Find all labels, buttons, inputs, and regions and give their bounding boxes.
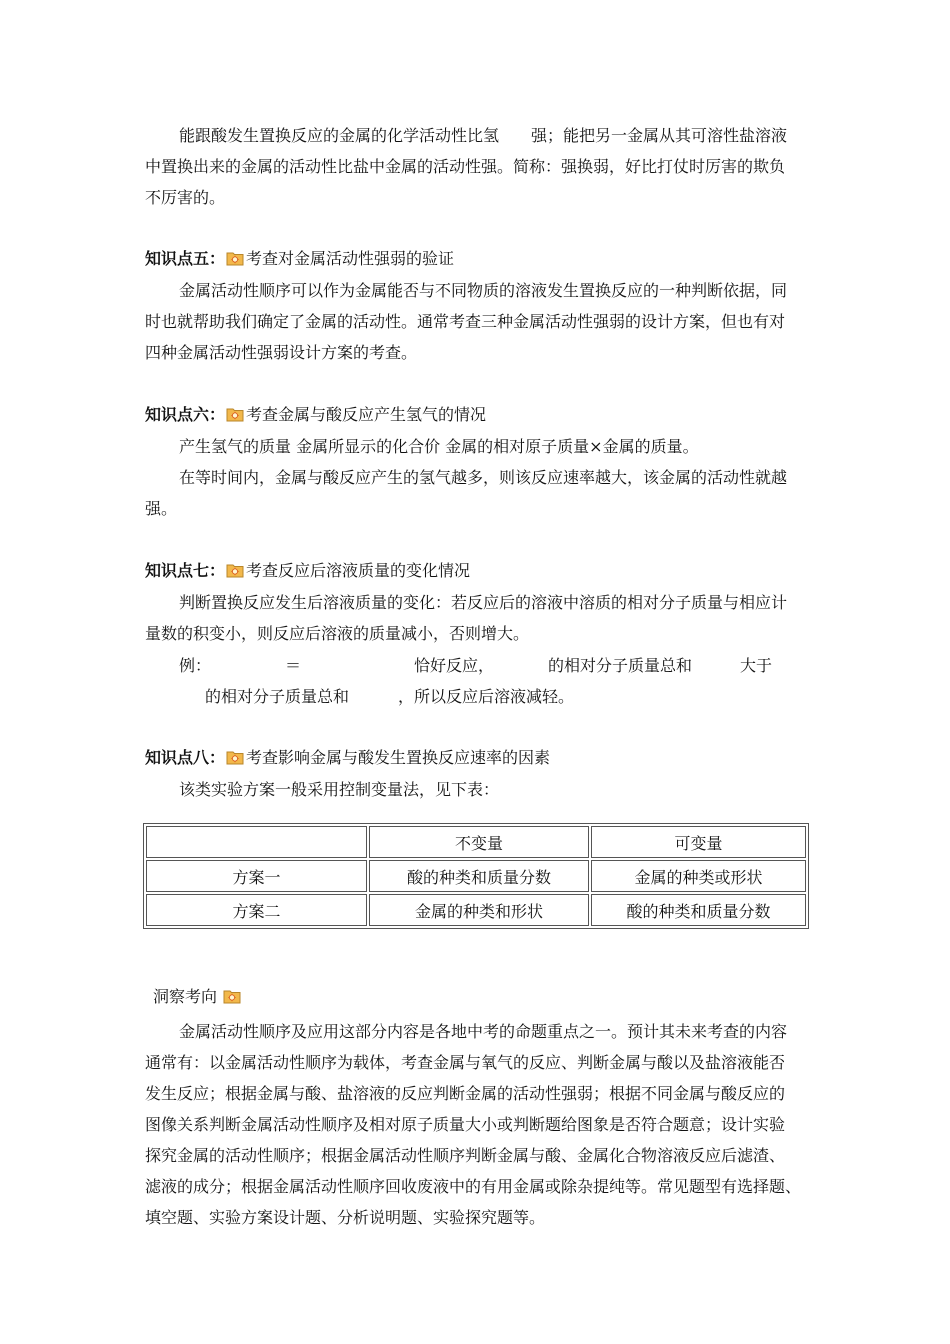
section-label: 知识点五： bbox=[145, 249, 226, 268]
table-cell: 方案二 bbox=[146, 894, 367, 926]
intro-line: 中置换出来的金属的活动性比盐中金属的活动性强。简称：强换弱，好比打仗时厉害的欺负 bbox=[145, 157, 786, 176]
folder-icon bbox=[226, 563, 244, 578]
section-line: 在等时间内，金属与酸反应产生的氢气越多，则该反应速率越大，该金属的活动性就越 bbox=[179, 468, 788, 487]
example-text: ，所以反应后溶液减轻。 bbox=[398, 687, 575, 706]
table-cell bbox=[146, 826, 367, 858]
section-line: 时也就帮助我们确定了金属的活动性。通常考查三种金属活动性强弱的设计方案，但也有对 bbox=[145, 312, 786, 331]
section-line: 强。 bbox=[145, 499, 178, 518]
section-heading bbox=[145, 561, 470, 581]
table-cell: 方案一 bbox=[146, 860, 367, 892]
section-line: 产生氢气的质量 金属所显示的化合价 金属的相对原子质量×金属的质量。 bbox=[179, 437, 699, 456]
example-text: 的相对分子质量总和 bbox=[205, 687, 350, 706]
section-label: 知识点六： bbox=[145, 405, 226, 424]
table-cell: 金属的种类或形状 bbox=[591, 860, 806, 892]
table-row bbox=[146, 894, 806, 926]
section-topic: 考查对金属活动性强弱的验证 bbox=[246, 249, 455, 268]
insight-line: 通常有：以金属活动性顺序为载体，考查金属与氧气的反应、判断金属与酸以及盐溶液能否 bbox=[145, 1053, 786, 1072]
table-row bbox=[146, 860, 806, 892]
section-line: 判断置换反应发生后溶液质量的变化：若反应后的溶液中溶质的相对分子质量与相应计 bbox=[179, 593, 788, 612]
folder-icon bbox=[223, 989, 241, 1004]
insight-line: 填空题、实验方案设计题、分析说明题、实验探究题等。 bbox=[145, 1208, 546, 1227]
table-cell: 酸的种类和质量分数 bbox=[369, 860, 589, 892]
section-label: 知识点七： bbox=[145, 561, 226, 580]
example-prefix: 例： bbox=[179, 656, 212, 675]
intro-line: 能跟酸发生置换反应的金属的化学活动性比氢 强；能把另一金属从其可溶性盐溶液 bbox=[179, 126, 788, 145]
insight-line: 金属活动性顺序及应用这部分内容是各地中考的命题重点之一。预计其未来考查的内容 bbox=[179, 1022, 788, 1041]
section-line: 量数的积变小，则反应后溶液的质量减小，否则增大。 bbox=[145, 624, 530, 643]
folder-icon bbox=[226, 251, 244, 266]
section-label: 知识点八： bbox=[145, 748, 226, 767]
table-header-cell: 可变量 bbox=[591, 826, 806, 858]
table-cell: 金属的种类和形状 bbox=[369, 894, 589, 926]
folder-icon bbox=[226, 407, 244, 422]
example-text: 大于 bbox=[740, 656, 773, 675]
insight-title: 洞察考向 bbox=[153, 987, 218, 1006]
insight-line: 滤液的成分；根据金属活动性顺序回收废液中的有用金属或除杂提纯等。常见题型有选择题、 bbox=[145, 1177, 802, 1196]
section-topic: 考查影响金属与酸发生置换反应速率的因素 bbox=[246, 748, 551, 767]
section-topic: 考查反应后溶液质量的变化情况 bbox=[246, 561, 471, 580]
example-equals: ＝ bbox=[285, 656, 302, 675]
section-heading bbox=[145, 249, 454, 269]
insight-line: 探究金属的活动性顺序；根据金属活动性顺序判断金属与酸、金属化合物溶液反应后滤渣、 bbox=[145, 1146, 786, 1165]
insight-line: 图像关系判断金属活动性顺序及相对原子质量大小或判断题给图象是否符合题意；设计实验 bbox=[145, 1115, 786, 1134]
section-line: 四种金属活动性强弱设计方案的考查。 bbox=[145, 343, 418, 362]
insight-heading bbox=[153, 987, 243, 1007]
intro-line: 不厉害的。 bbox=[145, 188, 226, 207]
insight-line: 发生反应；根据金属与酸、盐溶液的反应判断金属的活动性强弱；根据不同金属与酸反应的 bbox=[145, 1084, 786, 1103]
section-line: 金属活动性顺序可以作为金属能否与不同物质的溶液发生置换反应的一种判断依据，同 bbox=[179, 281, 788, 300]
section-heading bbox=[145, 748, 550, 768]
section-heading bbox=[145, 405, 486, 425]
control-variable-table bbox=[143, 823, 809, 929]
table-header-cell: 不变量 bbox=[369, 826, 589, 858]
section-topic: 考查金属与酸反应产生氢气的情况 bbox=[246, 405, 487, 424]
table-cell: 酸的种类和质量分数 bbox=[591, 894, 806, 926]
table-header-row bbox=[146, 826, 806, 858]
section-line: 该类实验方案一般采用控制变量法，见下表： bbox=[179, 780, 500, 799]
example-text: 恰好反应， bbox=[414, 656, 495, 675]
example-text: 的相对分子质量总和 bbox=[548, 656, 693, 675]
folder-icon bbox=[226, 750, 244, 765]
